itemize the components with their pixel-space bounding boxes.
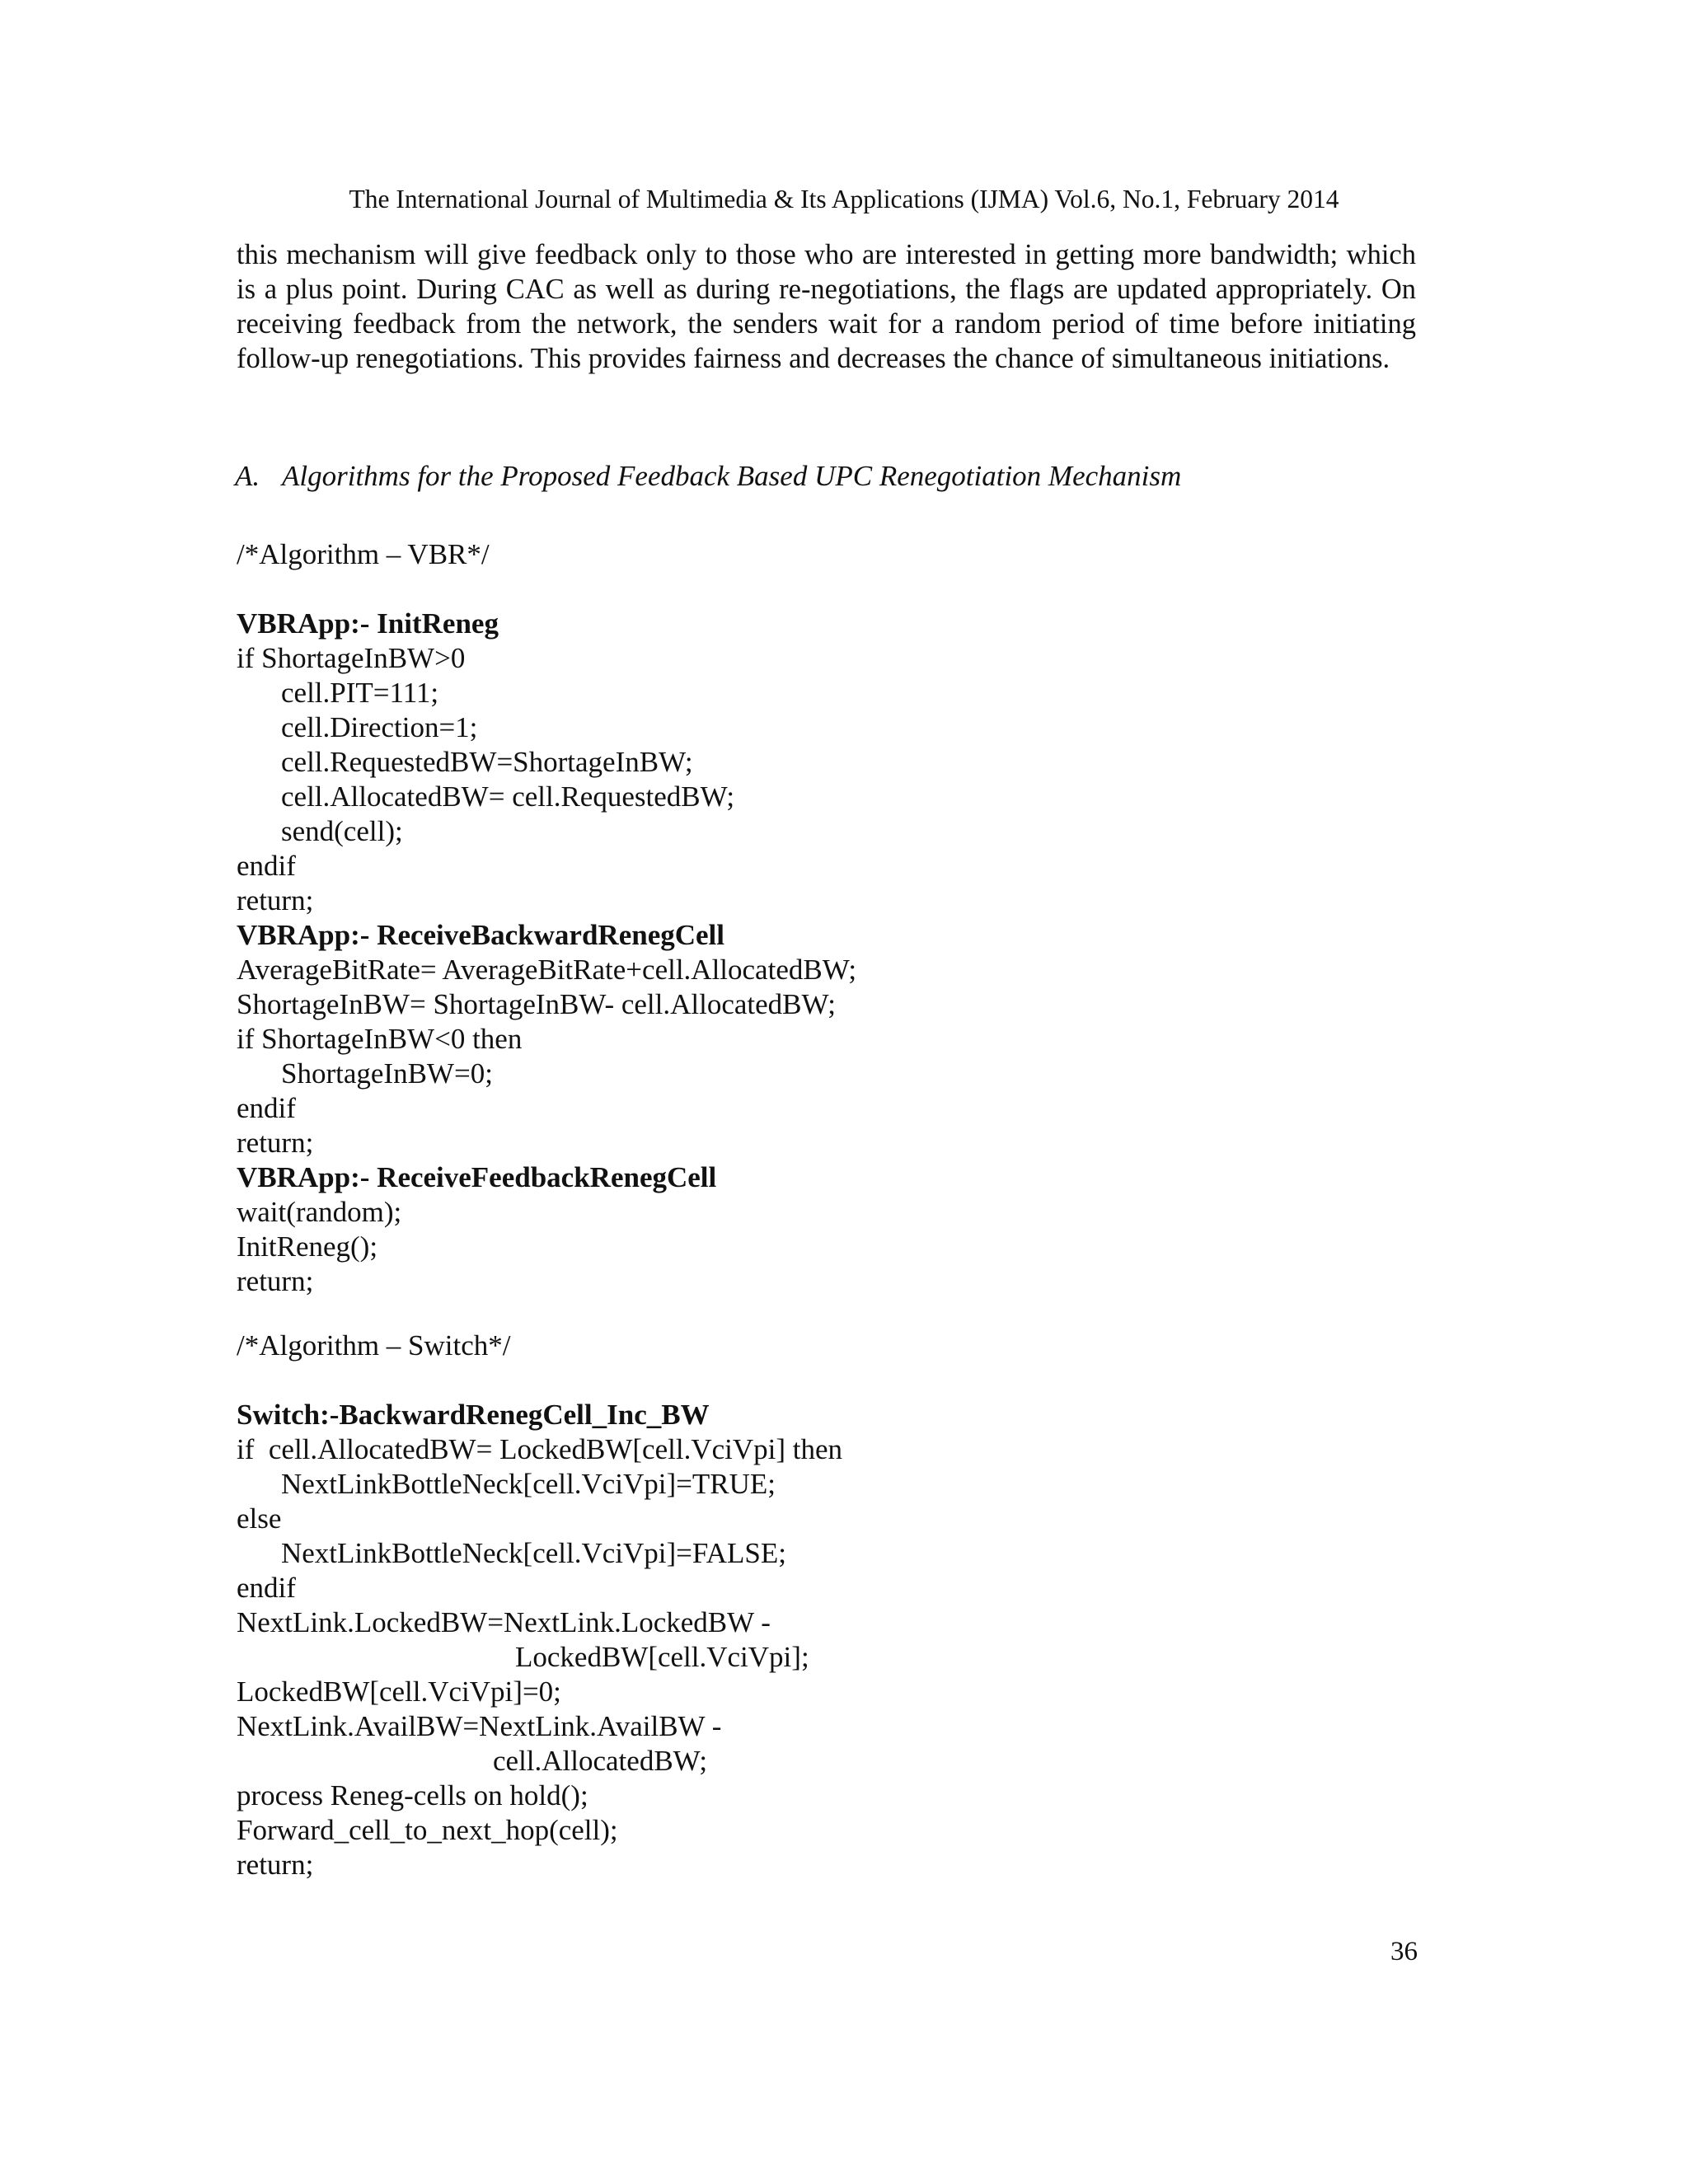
code-line: Forward_cell_to_next_hop(cell); [237,1814,618,1846]
vbr-comment: /*Algorithm – VBR*/ [237,538,490,570]
section-title: Algorithms for the Proposed Feedback Based UPC Renegotiation Mechanism [282,460,1182,492]
code-line: AverageBitRate= AverageBitRate+cell.AllocatedBW; [237,954,857,986]
code-line: NextLink.LockedBW=NextLink.LockedBW - [237,1606,771,1638]
code-line: InitReneg(); [237,1230,378,1263]
code-line: process Reneg-cells on hold(); [237,1779,588,1811]
code-line: wait(random); [237,1196,402,1228]
code-line: cell.AllocatedBW= cell.RequestedBW; [281,780,735,813]
code-line: if ShortageInBW<0 then [237,1023,523,1055]
code-line: if cell.AllocatedBW= LockedBW[cell.VciVpi] then [237,1433,843,1465]
switch-heading: Switch:-BackwardRenegCell_Inc_BW [237,1399,710,1431]
code-line: LockedBW[cell.VciVpi]=0; [237,1675,561,1708]
code-line: else [237,1502,282,1535]
code-line: ShortageInBW= ShortageInBW- cell.AllocatedBW; [237,988,836,1020]
code-line: return; [237,884,314,916]
blank-line [237,572,856,607]
code-line: endif [237,1092,296,1124]
code-line: cell.PIT=111; [281,677,439,709]
receive-feedback-heading: VBRApp:- ReceiveFeedbackRenegCell [237,1161,717,1193]
code-line: NextLinkBottleNeck[cell.VciVpi]=TRUE; [281,1468,776,1500]
intro-paragraph: this mechanism will give feedback only to those who are interested in getting more bandwidth; which is a plus point. During CAC as well as during re-negotiations, the flags are updated appropriately. On receiving feedback from the network, the senders wait for a random period of time before initiating follow-up renegotiations. This provides fairness and decreases the chance of simultaneous initiations. [237,239,1416,374]
code-line: cell.Direction=1; [281,711,478,743]
code-line: cell.RequestedBW=ShortageInBW; [281,746,693,778]
code-line: return; [237,1849,314,1881]
blank-line [237,1363,842,1398]
page-number: 36 [1390,1937,1418,1966]
code-line: endif [237,1572,296,1604]
receive-backward-heading: VBRApp:- ReceiveBackwardRenegCell [237,919,724,951]
code-line: return; [237,1127,314,1159]
switch-algorithm [237,1329,842,1882]
code-line: NextLink.AvailBW=NextLink.AvailBW - [237,1710,722,1742]
switch-comment: /*Algorithm – Switch*/ [237,1329,511,1361]
code-line: NextLinkBottleNeck[cell.VciVpi]=FALSE; [281,1537,786,1569]
code-line: endif [237,850,296,882]
vbr-algorithm [237,537,856,1299]
section-number: A. [235,460,260,492]
running-header: The International Journal of Multimedia & Its Applications (IJMA) Vol.6, No.1, February 2014 [349,185,1339,213]
code-line: if ShortageInBW>0 [237,642,466,674]
code-line: LockedBW[cell.VciVpi]; [515,1641,809,1673]
code-line: cell.AllocatedBW; [493,1745,708,1777]
code-line: ShortageInBW=0; [281,1057,493,1090]
code-line: return; [237,1265,314,1297]
code-line: send(cell); [281,815,403,847]
init-reneg-heading: VBRApp:- InitReneg [237,607,499,640]
section-heading [235,458,1181,494]
